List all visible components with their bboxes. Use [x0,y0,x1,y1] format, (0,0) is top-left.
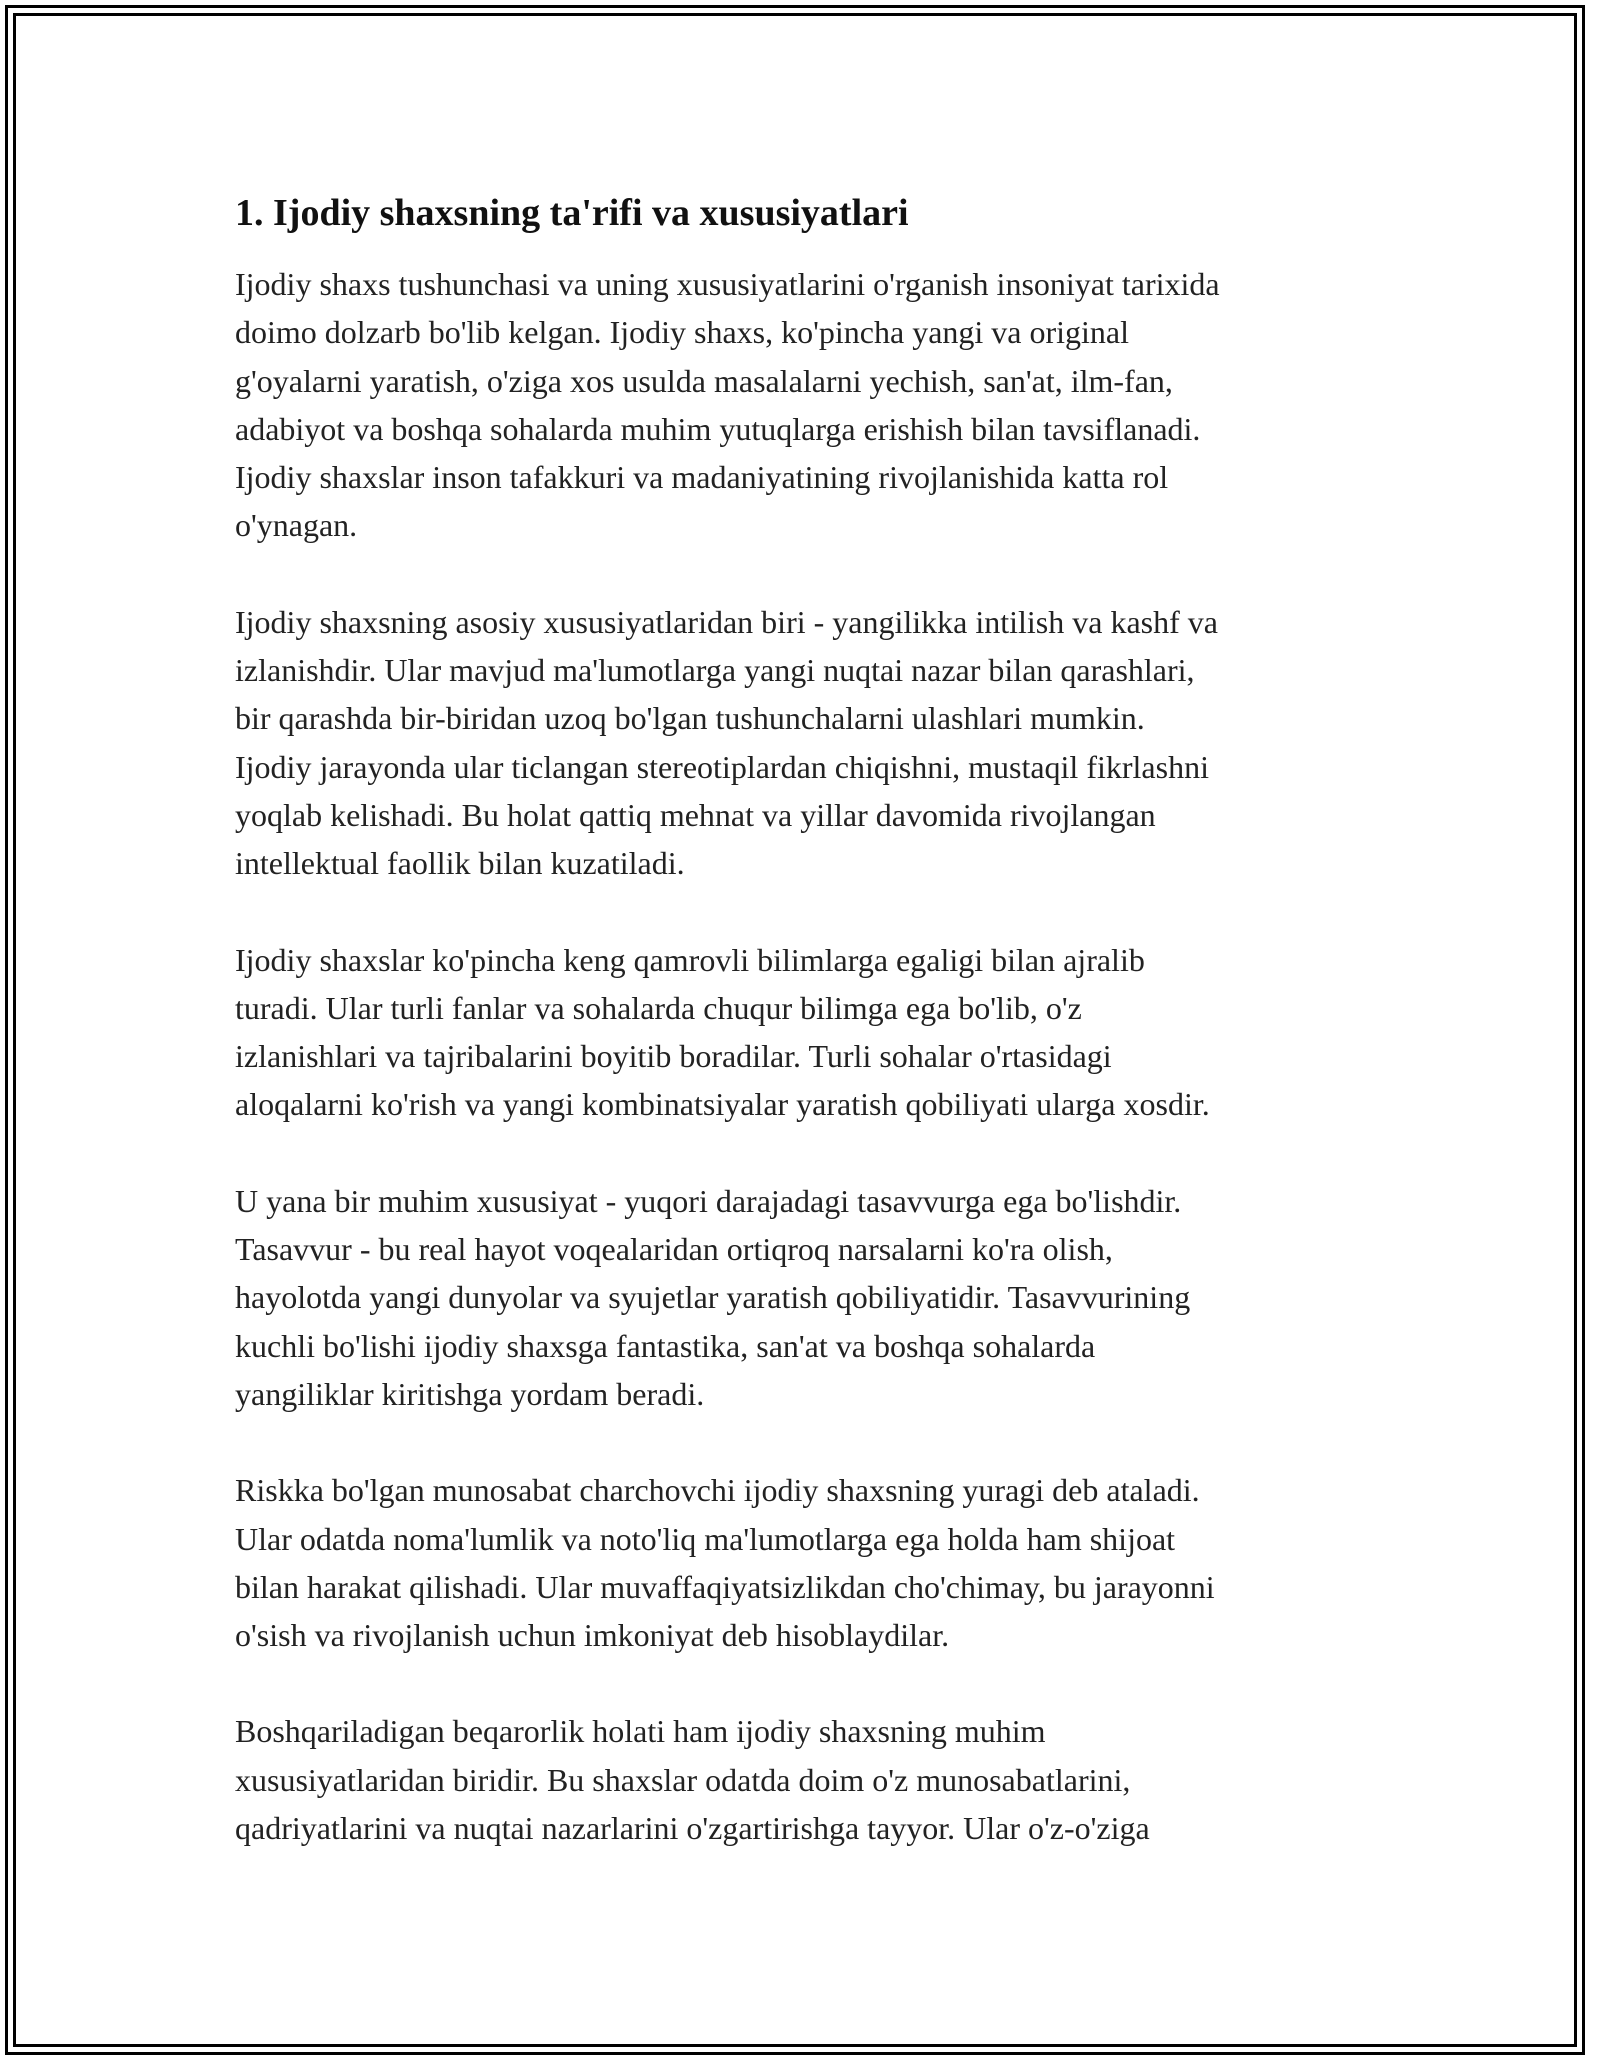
paragraph-3 [235,936,1395,1129]
paragraph-line: aloqalarni ko'rish va yangi kombinatsiyalar yaratish qobiliyati ularga xosdir. [235,1086,1210,1123]
paragraph-line: xususiyatlaridan biridir. Bu shaxslar odatda doim o'z munosabatlarini, [235,1761,1131,1798]
paragraph-line: yoqlab kelishadi. Bu holat qattiq mehnat va yillar davomida rivojlangan [235,796,1156,833]
paragraph-line: yangiliklar kiritishga yordam beradi. [235,1375,705,1412]
paragraph-line: o'sish va rivojlanish uchun imkoniyat deb hisoblaydilar. [235,1617,950,1654]
paragraph-line: Boshqariladigan beqarorlik holati ham ijodiy shaxsning muhim [235,1713,1046,1750]
paragraph-line: izlanishlari va tajribalarini boyitib boradilar. Turli sohalar o'rtasidagi [235,1038,1112,1075]
paragraph-1 [235,260,1395,550]
paragraph-line: kuchli bo'lishi ijodiy shaxsga fantastika, san'at va boshqa sohalarda [235,1327,1096,1364]
paragraph-line: Ijodiy shaxsning asosiy xususiyatlaridan biri - yangilikka intilish va kashf va [235,603,1218,640]
paragraph-line: Riskka bo'lgan munosabat charchovchi ijodiy shaxsning yuragi deb ataladi. [235,1472,1200,1509]
paragraph-line: hayolotda yangi dunyolar va syujetlar yaratish qobiliyatidir. Tasavvurining [235,1279,1191,1316]
paragraph-2 [235,598,1395,888]
paragraph-line: g'oyalarni yaratish, o'ziga xos usulda masalalarni yechish, san'at, ilm-fan, [235,362,1173,399]
paragraph-5 [235,1466,1395,1659]
paragraph-line: izlanishdir. Ular mavjud ma'lumotlarga yangi nuqtai nazar bilan qarashlari, [235,652,1195,689]
paragraph-line: o'ynagan. [235,507,358,544]
paragraph-line: turadi. Ular turli fanlar va sohalarda chuqur bilimga ega bo'lib, o'z [235,989,1082,1026]
paragraph-line: adabiyot va boshqa sohalarda muhim yutuqlarga erishish bilan tavsiflanadi. [235,410,1201,447]
paragraph-line: doimo dolzarb bo'lib kelgan. Ijodiy shaxs, ko'pincha yangi va original [235,314,1130,351]
paragraph-line: bilan harakat qilishadi. Ular muvaffaqiyatsizlikdan cho'chimay, bu jarayonni [235,1568,1215,1605]
paragraph-line: qadriyatlarini va nuqtai nazarlarini o'zgartirishga tayyor. Ular o'z-o'ziga [235,1810,1150,1847]
paragraph-6 [235,1707,1395,1852]
paragraph-4 [235,1177,1395,1418]
paragraph-line: intellektual faollik bilan kuzatiladi. [235,845,685,882]
paragraph-line: Tasavvur - bu real hayot voqealaridan ortiqroq narsalarni ko'ra olish, [235,1231,1113,1268]
paragraph-line: Ijodiy shaxslar inson tafakkuri va madaniyatining rivojlanishida katta rol [235,459,1169,496]
document-body [235,186,1395,1900]
paragraph-line: U yana bir muhim xususiyat - yuqori darajadagi tasavvurga ega bo'lishdir. [235,1182,1182,1219]
paragraph-line: Ijodiy shaxs tushunchasi va uning xususiyatlarini o'rganish insoniyat tarixida [235,266,1220,302]
paragraph-line: Ijodiy shaxslar ko'pincha keng qamrovli bilimlarga egaligi bilan ajralib [235,941,1145,978]
paragraph-line: bir qarashda bir-biridan uzoq bo'lgan tushunchalarni ulashlari mumkin. [235,700,1145,737]
paragraph-line: Ijodiy jarayonda ular ticlangan stereotiplardan chiqishni, mustaqil fikrlashni [235,748,1209,785]
section-heading: 1. Ijodiy shaxsning ta'rifi va xususiyatlari [235,192,909,234]
paragraph-line: Ular odatda noma'lumlik va noto'liq ma'lumotlarga ega holda ham shijoat [235,1520,1176,1557]
